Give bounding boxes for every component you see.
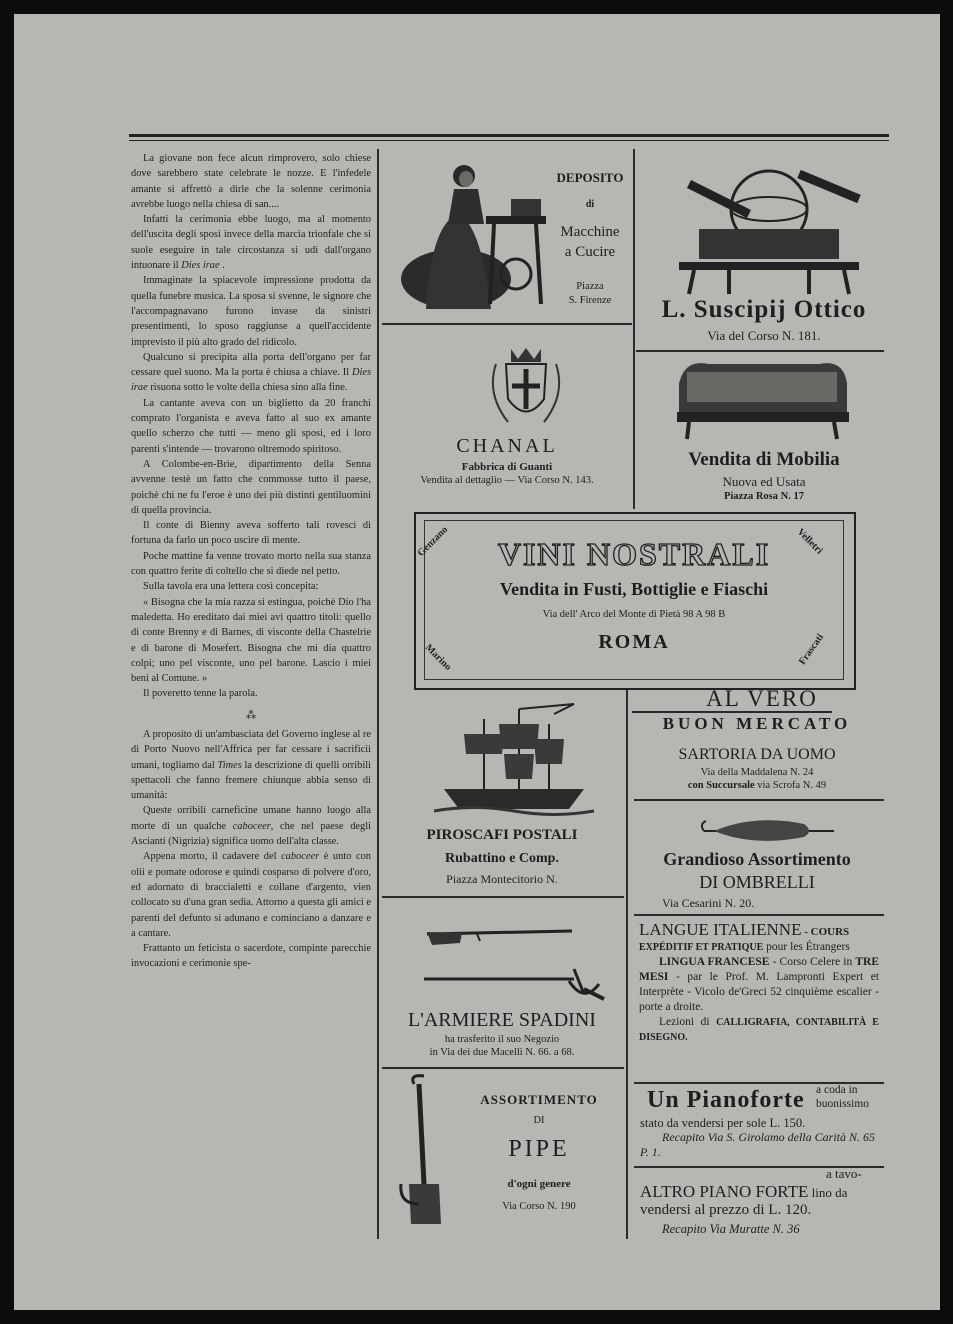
paragraph: Qualcuno si precipita alla porta dell'organo per far cessare quel suono. Ma la porta è chiusa a chiave. Il Dies irae risuona sotto le volte della chiesa sino alla fine. bbox=[131, 351, 371, 394]
paragraph: Frattanto un feticista o sacerdote, compinte parecchie invocazioni e cerimonie spe- bbox=[131, 943, 371, 970]
deposito-firenze: S. Firenze bbox=[568, 295, 612, 306]
ad-divider bbox=[382, 896, 624, 898]
ad-divider bbox=[634, 914, 884, 916]
column-divider bbox=[626, 689, 628, 1239]
chanal-guanti: Fabbrica di Guanti bbox=[461, 461, 553, 473]
piroscafi-address: Piazza Montecitorio N. bbox=[446, 872, 558, 886]
sartoria-title: SARTORIA DA UOMO bbox=[678, 746, 836, 763]
paragraph: Infatti la cerimonia ebbe luogo, ma al momento dell'uscita degli sposi invece della marcia trionfale che si suole eseguire in tale circostanza si udì dall'organo intuonare il Dies irae . bbox=[131, 214, 371, 272]
chanal-address: Vendita al dettaglio — Via Corso N. 143. bbox=[420, 475, 594, 486]
ombrelli-address: Via Cesarini N. 20. bbox=[662, 896, 755, 910]
paragraph: Il poveretto tenne la parola. bbox=[143, 688, 258, 700]
pipe-title: PIPE bbox=[508, 1136, 570, 1162]
deposito-piazza: Piazza bbox=[576, 281, 604, 292]
ad-divider bbox=[632, 711, 832, 713]
paragraph: La giovane non fece alcun rimprovero, solo chiese dove sarebbero state celebrate le nozze. E l'infedele amante si affrettò a dirle che la solenne cerimonia avrebbe luogo nella chiesa di san.... bbox=[131, 153, 371, 210]
paragraph: Appena morto, il cadavere del caboceer è unto con olii e pomate odorose e quindi cosparso di polvere d'oro, ed adornato di braccialetti e collane d'argento, vien collocato su d'una gran sedia. Attorno a questa gli amici e parenti del defunto si adunano e cominciano a danzare e a cantare. bbox=[131, 851, 371, 939]
paragraph: A Colombe-en-Brie, dipartimento della Senna avvenne testè un fatto che commosse tutto il paese, poichè chi ne fu l'eroe è uno dei più distinti gentiluomini di quella provincia. bbox=[131, 458, 371, 516]
deposito-di: di bbox=[585, 199, 595, 210]
piroscafi-title: PIROSCAFI POSTALI bbox=[426, 827, 578, 843]
altro-tavolino: a tavo- bbox=[826, 1166, 862, 1181]
pipe-ogni-genere: d'ogni genere bbox=[507, 1178, 571, 1190]
paragraph: La cantante aveva con un biglietto da 20 franchi comprato l'organista e aveva fatto al suo ex amante quello scherzo che tutti — meno gli sposi, ed i loro parenti s'intende — trovarono oltremodo spiritoso. bbox=[131, 397, 371, 455]
pianoforte-buonissimo: buonissimo bbox=[816, 1098, 870, 1110]
paragraph: Il conte di Bienny aveva sofferto tali rovesci di fortuna da farlo un poco uscire di mente. bbox=[131, 520, 371, 547]
vini-corner-frascati: Frascati bbox=[796, 632, 827, 667]
deposito-title: DEPOSITO bbox=[556, 170, 624, 185]
section-separator: ⁂ bbox=[245, 709, 257, 721]
langue-ad bbox=[639, 922, 879, 1045]
langue-lezioni: Lezioni di CALLIGRAFIA, CONTABILITÀ E DISEGNO. bbox=[639, 1016, 879, 1043]
article-column bbox=[131, 151, 371, 972]
header-rule-thin bbox=[129, 140, 889, 141]
paragraph: « Bisogna che la mia razza si estingua, poichè Dio l'ha maledetta. Ho ereditato dai miei avi quattro titoli: quello di conte Brenny e di Barnes, di visconte della Chastelrie e di barone di Mosefert. Bisogna che mi dia quattro colpi; uno pel visconte, uno pel barone. Lascio i miei beni al Comune. » bbox=[131, 596, 371, 685]
column-divider bbox=[377, 149, 379, 1239]
vini-title: VINI NOSTRALI bbox=[497, 536, 771, 572]
sartoria-succursale: con Succursale via Scrofa N. 49 bbox=[687, 780, 827, 791]
armiere-line2: ha trasferito il suo Negozio bbox=[444, 1034, 560, 1045]
vini-address: Via dell' Arco del Monte di Pietà 98 A 98 B bbox=[542, 609, 726, 620]
altro-price: vendersi al prezzo di L. 120. bbox=[640, 1202, 812, 1218]
langue-pratique: EXPÉDITIF ET PRATIQUE pour les Étrangers bbox=[639, 941, 850, 953]
sartoria-buon-mercato: BUON MERCATO bbox=[662, 714, 852, 733]
mobilia-nuova: Nuova ed Usata bbox=[722, 474, 806, 489]
vini-subtitle: Vendita in Fusti, Bottiglie e Fiaschi bbox=[499, 579, 769, 599]
sewing-woman-illustration bbox=[386, 154, 556, 314]
sword-icon bbox=[414, 959, 614, 1014]
chanal-name: CHANAL bbox=[456, 435, 558, 457]
rifle-icon bbox=[422, 919, 582, 949]
pianoforte-recapito: Recapito Via S. Girolamo della Carità N. 65 P. 1. bbox=[640, 1130, 875, 1159]
vini-corner-velletri: Velletri bbox=[794, 526, 825, 557]
column-divider bbox=[633, 149, 635, 509]
paragraph: Poche mattine fa venne trovato morto nella sua stanza con quattro ferite di coltello che si diede nel petto. bbox=[131, 550, 371, 578]
vini-city: ROMA bbox=[598, 631, 670, 653]
paragraph: A proposito di un'ambasciata del Governo inglese al re di Porto Nuovo nell'Affrica per far cessare i sacrificii umani, togliamo dal Times la descrizione di quelli orribili spettacoli che fanno fremere chiunque abbia senso di umanità: bbox=[131, 728, 371, 802]
ad-divider bbox=[636, 350, 884, 352]
ship-illustration bbox=[434, 699, 594, 819]
pipe-assortimento: ASSORTIMENTO bbox=[480, 1092, 598, 1107]
pipe-di: DI bbox=[533, 1115, 545, 1126]
langue-heading: LANGUE ITALIENNE - COURS bbox=[639, 920, 850, 939]
pianoforte-price: stato da vendersi per sole L. 150. bbox=[640, 1116, 806, 1130]
umbrella-illustration bbox=[694, 809, 844, 849]
vini-corner-marino: Marino bbox=[422, 642, 454, 673]
header-rule bbox=[129, 134, 889, 137]
pianoforte-title: Un Pianoforte bbox=[647, 1087, 805, 1113]
vini-corner-genzano: Genzano bbox=[415, 524, 451, 559]
mobilia-title: Vendita di Mobilia bbox=[688, 449, 840, 470]
pianoforte-coda: a coda in bbox=[816, 1084, 858, 1096]
newspaper-page bbox=[14, 14, 940, 1310]
deposito-cucire: a Cucire bbox=[564, 244, 616, 260]
paragraph: Queste orribili carneficine umane hanno luogo alla morte di un qualche caboceer, che nel paese degli Ascianti (Nigrizia) significa uomo dell'alta classe. bbox=[131, 805, 371, 848]
sofa-illustration bbox=[669, 354, 854, 444]
mobilia-address: Piazza Rosa N. 17 bbox=[724, 491, 804, 502]
ottico-name: L. Suscipij Ottico bbox=[661, 296, 867, 323]
langue-corso: LINGUA FRANCESE - Corso Celere in TRE MESI - par le Prof. M. Lampronti Expert et Interprète - Vicolo de'Greci 52 cinquième escalier - porte a droite. bbox=[639, 956, 879, 1013]
altro-title: ALTRO PIANO FORTE lino da bbox=[640, 1182, 848, 1201]
ad-divider bbox=[382, 323, 632, 325]
pipe-illustration bbox=[389, 1074, 464, 1234]
armiere-title: L'ARMIERE SPADINI bbox=[408, 1009, 596, 1031]
ombrelli-title: Grandioso Assortimento bbox=[663, 849, 851, 869]
piroscafi-company: Rubattino e Comp. bbox=[445, 851, 559, 866]
deposito-macchine: Macchine bbox=[560, 224, 620, 240]
ottico-address: Via del Corso N. 181. bbox=[707, 328, 821, 343]
ad-divider bbox=[382, 1067, 624, 1069]
optical-instruments-illustration bbox=[669, 154, 869, 304]
ombrelli-subtitle: DI OMBRELLI bbox=[699, 872, 815, 892]
pipe-address: Via Corso N. 190 bbox=[502, 1201, 576, 1212]
armiere-address: in Via dei due Macelli N. 66. a 68. bbox=[429, 1047, 575, 1058]
altro-recapito: Recapito Via Muratte N. 36 bbox=[662, 1222, 800, 1236]
ad-divider bbox=[634, 799, 884, 801]
paragraph: Immaginate la spiacevole impressione prodotta da quella funebre musica. La sposa si svenne, le signore che l'accompagnavano furono invase da sinistri presentimenti, lo sposo raggiunse a quell'accidente imprevisto il più alto grado del ridicolo. bbox=[131, 275, 371, 348]
paragraph: Sulla tavola era una lettera così concepita: bbox=[143, 581, 319, 593]
sartoria-address: Via della Maddalena N. 24 bbox=[700, 767, 814, 778]
coat-of-arms-icon bbox=[486, 344, 566, 434]
sartoria-al-vero: AL VERO bbox=[706, 686, 818, 711]
